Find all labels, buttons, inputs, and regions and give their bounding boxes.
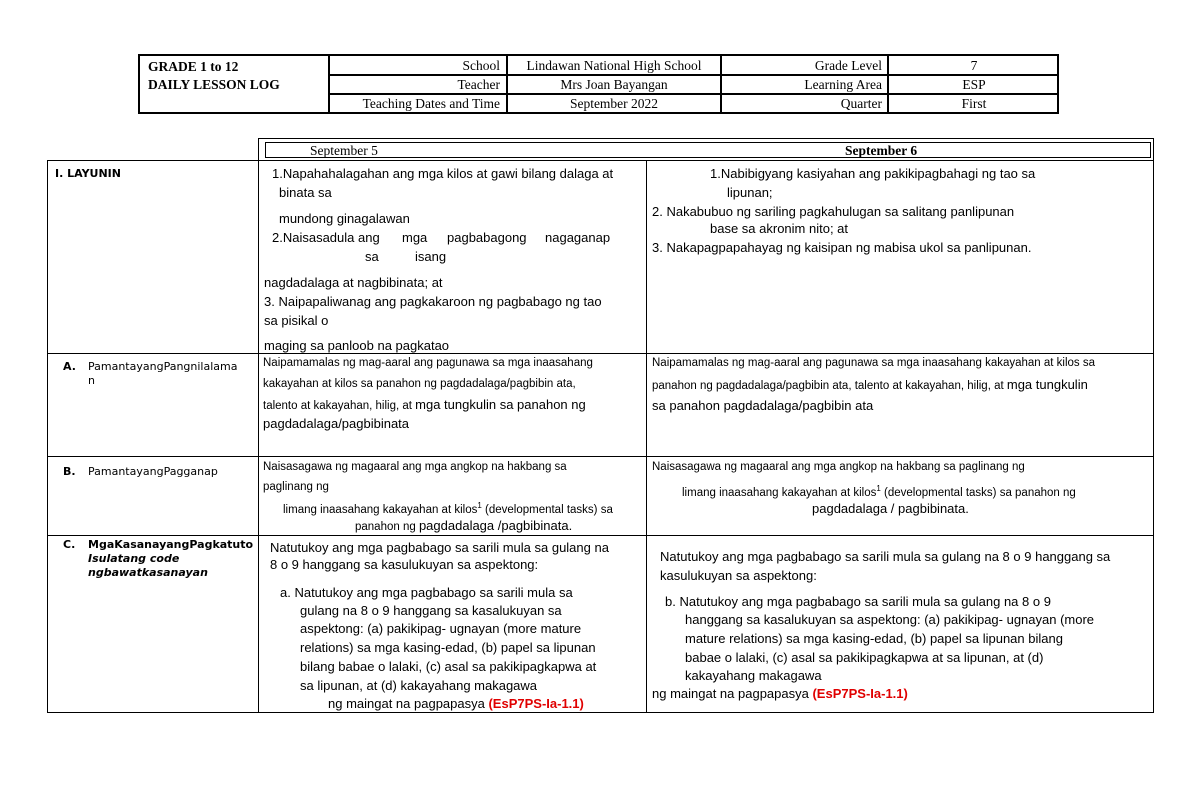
- table-border: [47, 712, 1154, 713]
- learning-area-label: Learning Area: [804, 77, 882, 92]
- kasanayan-day2-line: [652, 684, 908, 703]
- row-label-layunin: I. LAYUNIN: [55, 167, 121, 180]
- pagganap-day1-emph: pagdadalaga /pagbibinata.: [418, 518, 573, 533]
- layunin-day1-line: isang: [415, 249, 447, 264]
- layunin-day1-line: sa: [365, 249, 379, 264]
- kasanayan-day2-line: Natutukoy ang mga pagbabago sa sarili mula sa gulang na 8 o 9 hanggang sa: [660, 549, 1111, 564]
- table-border: [47, 160, 48, 713]
- row-divider: [47, 535, 1154, 536]
- row-label-pangnilalaman-cont: n: [88, 374, 95, 387]
- layunin-day1-line: pagbabagong: [447, 230, 527, 245]
- row-label-pangnilalaman: PamantayangPangnilalama: [88, 360, 238, 373]
- pangnilalaman-day1-line: Naipamamalas ng mag-aaral ang pagunawa sa mga inaasahang: [263, 357, 593, 369]
- table-border: [265, 142, 266, 158]
- table-border: [1150, 142, 1151, 158]
- row-label-b-letter: B.: [63, 465, 76, 478]
- kasanayan-day2-line: hanggang sa kasalukuyan sa aspektong: (a) pakikipag- ugnayan (more: [685, 612, 1095, 627]
- table-border: [258, 138, 259, 713]
- layunin-day2-line: base sa akronim nito; at: [710, 221, 849, 236]
- pangnilalaman-day2-line: Naipamamalas ng mag-aaral ang pagunawa sa mga inaasahang kakayahan at kilos sa: [652, 357, 1096, 369]
- footnote-marker: 1: [876, 484, 881, 493]
- kasanayan-day1-line: aspektong: (a) pakikipag- ugnayan (more mature: [300, 621, 582, 636]
- grade-level-label: Grade Level: [814, 58, 882, 73]
- pangnilalaman-day2-line: sa panahon pagdadalaga/pagbibin ata: [652, 398, 874, 413]
- kasanayan-day1-line: [328, 694, 584, 713]
- quarter-label: Quarter: [840, 96, 882, 111]
- pagganap-day2-line: pagdadalaga / pagbibinata.: [812, 501, 969, 516]
- pangnilalaman-day2-text: panahon ng pagdadalaga/pagbibin ata, talento at kakayahan, hilig, at: [652, 380, 1007, 392]
- layunin-day1-line: 2.Naisasadula ang: [272, 230, 380, 245]
- layunin-day1-line: binata sa: [279, 185, 332, 200]
- pagganap-day2-text: (developmental tasks) sa panahon ng: [880, 486, 1076, 499]
- column-header-day2: September 6: [845, 143, 918, 158]
- kasanayan-day1-line: 8 o 9 hanggang sa kasulukuyan sa aspektong:: [270, 557, 539, 572]
- layunin-day1-line: nagaganap: [545, 230, 611, 245]
- layunin-day2-line: 1.Nabibigyang kasiyahan ang pakikipagbahagi ng tao sa: [710, 166, 1036, 181]
- pagganap-day1-text: limang inaasahang kakayahan at kilos: [283, 503, 478, 516]
- layunin-day2-line: 2. Nakabubuo ng sariling pagkahulugan sa salitang panlipunan: [652, 204, 1015, 219]
- table-border: [47, 160, 1154, 161]
- kasanayan-day1-line: sa lipunan, at (d) kakayahang makagawa: [300, 678, 538, 693]
- table-border: [265, 157, 1151, 158]
- layunin-day2-line: [652, 238, 1031, 257]
- kasanayan-day1-line: relations) sa mga kasing-edad, (b) papel sa lipunan: [300, 640, 596, 655]
- layunin-day1-line: maging sa panloob na pagkatao: [264, 338, 450, 353]
- layunin-day1-line: sa pisikal o: [264, 313, 329, 328]
- layunin-day1-line: 3. Naipapaliwanag ang pagkakaroon ng pagbabago ng tao: [264, 294, 602, 309]
- competency-code: (EsP7PS-Ia-1.1): [812, 686, 908, 701]
- kasanayan-day2-line: kasulukuyan sa aspektong:: [660, 568, 817, 583]
- row-label-c-letter: C.: [63, 538, 76, 551]
- pagganap-day1-text: panahon ng: [355, 521, 419, 533]
- learning-area-value: ESP: [962, 77, 986, 92]
- pagganap-day2-text: limang inaasahang kakayahan at kilos: [682, 486, 877, 499]
- grade-title: GRADE 1 to 12: [148, 59, 239, 74]
- pangnilalaman-day2-line: [652, 374, 1088, 397]
- row-label-kasanayan: MgaKasanayangPagkatuto: [88, 538, 254, 551]
- layunin-day2-line: lipunan;: [727, 185, 773, 200]
- layunin-day1-line: mga: [402, 230, 428, 245]
- layunin-day2-text: Nakapagpapahayag ng kaisipan ng mabisa ukol sa panlipunan.: [666, 240, 1032, 255]
- teacher-label: Teacher: [457, 77, 500, 92]
- kasanayan-day1-line: a. Natutukoy ang mga pagbabago sa sarili mula sa: [280, 585, 573, 600]
- pangnilalaman-day2-emph: mga tungkulin: [1006, 377, 1088, 392]
- dll-title: DAILY LESSON LOG: [148, 77, 280, 92]
- quarter-value: First: [961, 96, 987, 111]
- pangnilalaman-day1-emph: mga tungkulin sa panahon ng: [415, 397, 586, 412]
- table-border: [1153, 138, 1154, 713]
- pagganap-day1-line: paglinang ng: [263, 481, 329, 493]
- layunin-day1-line: nagdadalaga at nagbibinata; at: [264, 275, 443, 290]
- teacher-value: Mrs Joan Bayangan: [560, 77, 668, 92]
- pangnilalaman-day1-line: kakayahan at kilos sa panahon ng pagdadalaga/pagbibin ata,: [263, 378, 576, 390]
- dates-label: Teaching Dates and Time: [362, 96, 500, 111]
- column-header-day1: September 5: [310, 143, 378, 158]
- layunin-day1-line: mundong ginagalawan: [279, 211, 410, 226]
- pagganap-day1-text: (developmental tasks) sa: [481, 503, 613, 516]
- pagganap-day1-line: Naisasagawa ng magaaral ang mga angkop na hakbang sa: [263, 461, 567, 473]
- pagganap-day1-line: [355, 515, 572, 538]
- kasanayan-day2-line: b. Natutukoy ang mga pagbabago sa sarili mula sa gulang na 8 o 9: [665, 594, 1051, 609]
- row-label-kasanayan-note: Isulatang code: [88, 552, 180, 565]
- row-label-a-letter: A.: [63, 360, 76, 373]
- grade-level-value: 7: [970, 58, 978, 73]
- row-label-kasanayan-note: ngbawatkasanayan: [88, 566, 208, 579]
- kasanayan-day2-line: mature relations) sa mga kasing-edad, (b) papel sa lipunan bilang: [685, 631, 1063, 646]
- pangnilalaman-day1-text: talento at kakayahan, hilig, at: [263, 400, 416, 412]
- kasanayan-day1-text: ng maingat na pagpapasya: [328, 696, 489, 711]
- layunin-day2-num: 3.: [652, 240, 667, 255]
- kasanayan-day2-line: kakayahang makagawa: [685, 668, 822, 683]
- kasanayan-day2-text: ng maingat na pagpapasya: [652, 686, 813, 701]
- dates-value: September 2022: [569, 96, 659, 111]
- footnote-marker: 1: [477, 501, 482, 510]
- school-value: Lindawan National High School: [526, 58, 702, 73]
- kasanayan-day2-line: babae o lalaki, (c) asal sa pakikipagkapwa at sa lipunan, at (d): [685, 650, 1044, 665]
- school-label: School: [462, 58, 500, 73]
- table-border: [258, 138, 1154, 139]
- row-label-pagganap: PamantayangPagganap: [88, 465, 218, 478]
- kasanayan-day1-line: bilang babae o lalaki, (c) asal sa pakikipagkapwa at: [300, 659, 597, 674]
- competency-code: (EsP7PS-Ia-1.1): [488, 696, 584, 711]
- kasanayan-day1-line: Natutukoy ang mga pagbabago sa sarili mula sa gulang na: [270, 540, 609, 555]
- kasanayan-day1-line: gulang na 8 o 9 hanggang sa kasalukuyan sa: [300, 603, 562, 618]
- pangnilalaman-day1-line: pagdadalaga/pagbibinata: [263, 416, 410, 431]
- table-border: [265, 142, 1151, 143]
- layunin-day1-line: 1.Napahahalagahan ang mga kilos at gawi bilang dalaga at: [272, 166, 614, 181]
- pagganap-day2-line: Naisasagawa ng magaaral ang mga angkop na hakbang sa paglinang ng: [652, 461, 1025, 473]
- table-border: [646, 160, 647, 713]
